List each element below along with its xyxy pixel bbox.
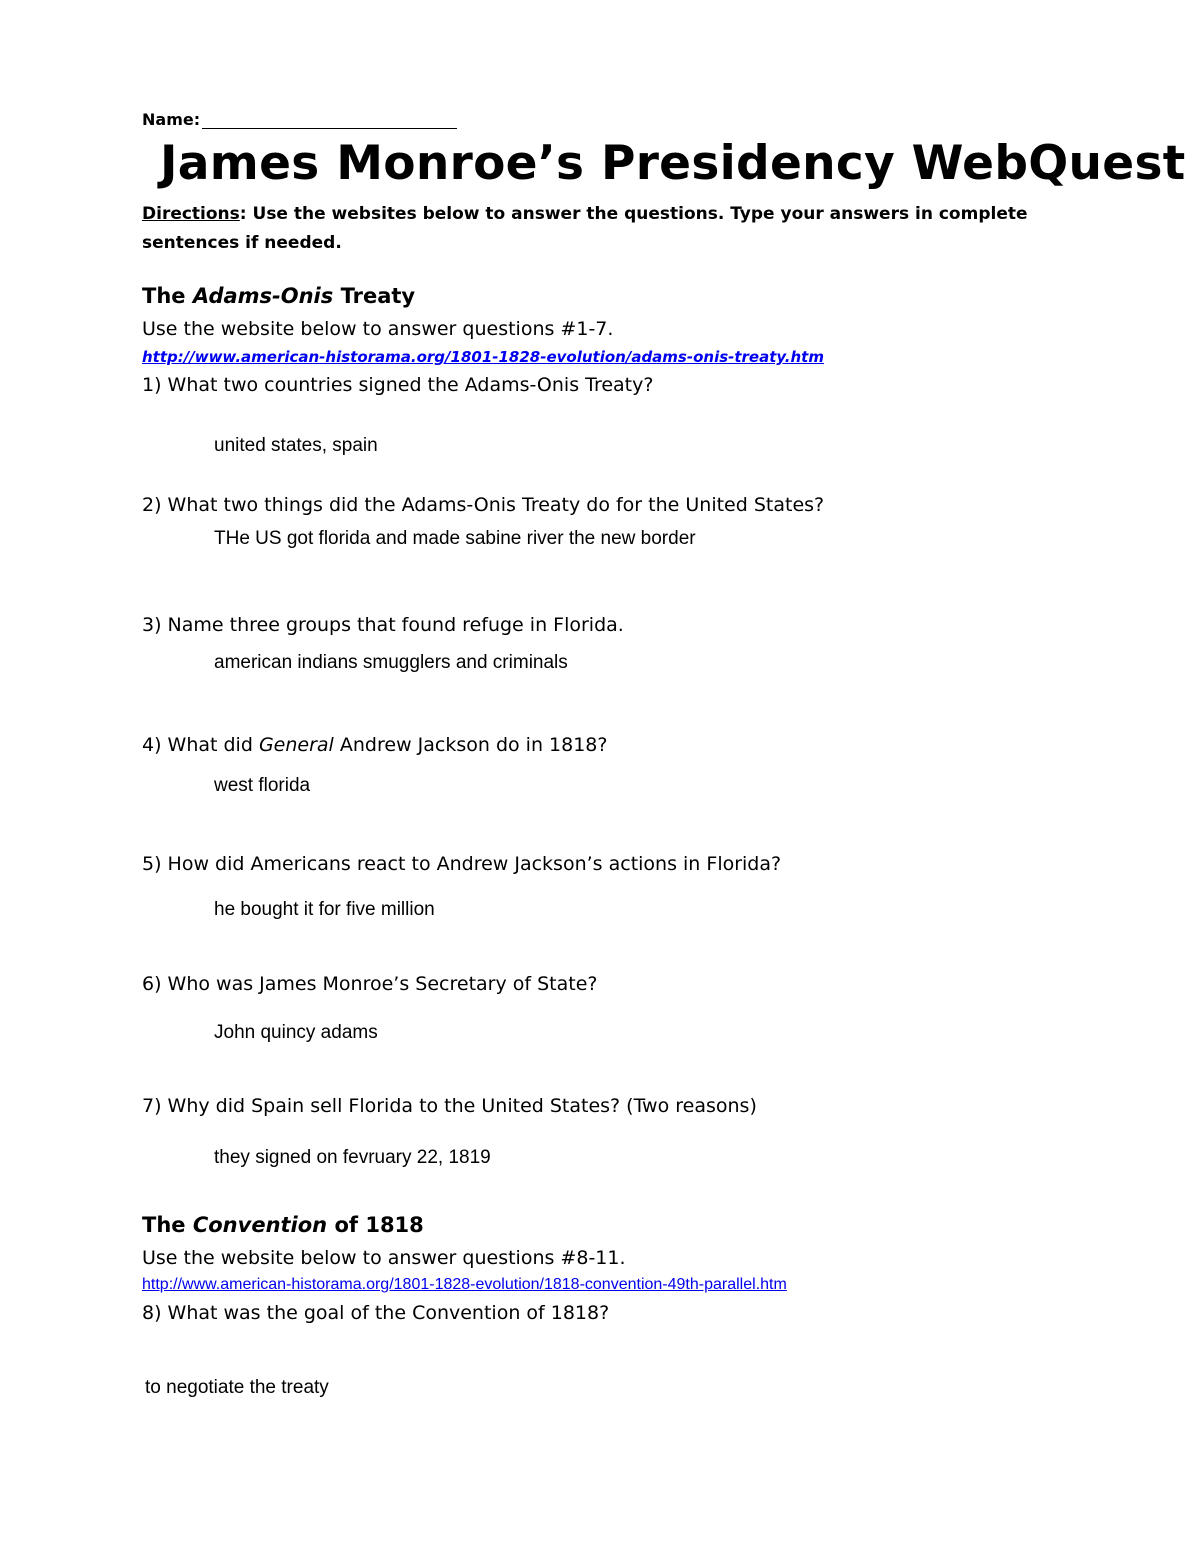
section1-link[interactable]: http://www.american-historama.org/1801-1828-evolution/adams-onis-treaty.htm <box>142 348 824 366</box>
answer-8[interactable]: to negotiate the treaty <box>145 1377 329 1398</box>
question-2: 2) What two things did the Adams-Onis Treaty do for the United States? <box>142 494 825 516</box>
question-6: 6) Who was James Monroe’s Secretary of State? <box>142 973 598 995</box>
question-3: 3) Name three groups that found refuge in Florida. <box>142 614 624 636</box>
name-field[interactable] <box>142 110 457 129</box>
section2-instruction: Use the website below to answer questions #8-11. <box>142 1247 626 1269</box>
question-5: 5) How did Americans react to Andrew Jackson’s actions in Florida? <box>142 853 782 875</box>
answer-3[interactable]: american indians smugglers and criminals <box>214 652 568 673</box>
name-label: Name: <box>142 110 201 129</box>
question-8: 8) What was the goal of the Convention of 1818? <box>142 1302 610 1324</box>
question-4: 4) What did General Andrew Jackson do in 1818? <box>142 734 608 756</box>
answer-7[interactable]: they signed on fevruary 22, 1819 <box>214 1147 491 1168</box>
name-underline[interactable] <box>202 110 457 129</box>
section1-instruction: Use the website below to answer questions #1-7. <box>142 318 614 340</box>
section-heading-convention: The Convention of 1818 <box>142 1213 424 1237</box>
answer-5[interactable]: he bought it for five million <box>214 899 435 920</box>
answer-2[interactable]: THe US got florida and made sabine river the new border <box>214 528 696 549</box>
question-1: 1) What two countries signed the Adams-Onis Treaty? <box>142 374 654 396</box>
question-7: 7) Why did Spain sell Florida to the United States? (Two reasons) <box>142 1095 757 1117</box>
answer-1[interactable]: united states, spain <box>214 435 378 456</box>
directions-label: Directions <box>142 204 240 224</box>
answer-6[interactable]: John quincy adams <box>214 1022 378 1043</box>
answer-4[interactable]: west florida <box>214 775 311 796</box>
directions-text: : Use the websites below to answer the questions. Type your answers in complete sentences if needed. <box>142 204 1028 253</box>
section-heading-adams-onis: The Adams-Onis Treaty <box>142 284 416 308</box>
section2-link[interactable]: http://www.american-historama.org/1801-1828-evolution/1818-convention-49th-parallel.htm <box>142 1276 787 1293</box>
page-title: James Monroe’s Presidency WebQuest <box>160 136 1186 191</box>
directions <box>142 200 1042 258</box>
